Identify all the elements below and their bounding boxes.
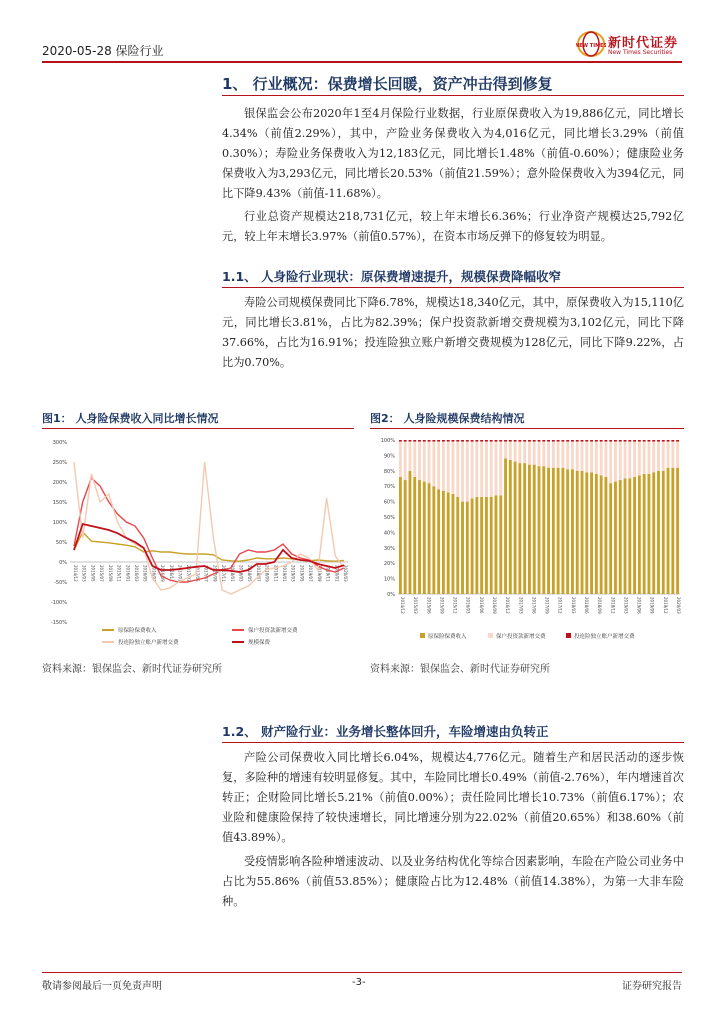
stacked-bar-segment (399, 440, 402, 442)
legend-label: 保户投资款新增交费 (248, 628, 298, 634)
x-tick-label: 2017/07 (203, 565, 209, 582)
x-tick-label: 2018/03 (238, 565, 244, 582)
stacked-bar-segment (485, 442, 488, 497)
y-tick-label: 150% (52, 500, 67, 506)
stacked-bar-segment (652, 472, 655, 594)
y-tick-label: -50% (54, 580, 67, 586)
company-logo (576, 30, 696, 60)
stacked-bar-segment (600, 440, 603, 442)
figure-2-title: 图2： 人身险规模保费结构情况 (370, 412, 525, 425)
stacked-bar-segment (475, 440, 478, 442)
stacked-bar-segment (452, 442, 455, 494)
stacked-bar-segment (547, 440, 550, 442)
stacked-bar-segment (557, 442, 560, 468)
stacked-bar-segment (676, 468, 679, 594)
stacked-bar-segment (409, 440, 412, 442)
stacked-bar-segment (547, 442, 550, 468)
stacked-bar-segment (528, 465, 531, 594)
stacked-bar-segment (447, 440, 450, 442)
y-tick-label: 100% (52, 520, 67, 526)
logo-mark-text: NEW TIMES (576, 43, 606, 49)
x-tick-label: 2017/09 (544, 597, 550, 614)
stacked-bar-segment (456, 442, 459, 497)
stacked-bar-segment (628, 440, 631, 442)
x-tick-label: 2019/09 (649, 597, 655, 614)
stacked-bar-segment (456, 497, 459, 594)
stacked-bar-segment (667, 442, 670, 468)
stacked-bar-segment (676, 442, 679, 468)
logo-cn: 新时代证券 (608, 36, 679, 51)
stacked-bar-segment (447, 492, 450, 594)
stacked-bar-segment (576, 471, 579, 594)
stacked-bar-segment (404, 480, 407, 594)
stacked-bar-segment (518, 440, 521, 442)
legend-label: 投连险独立账户新增交费 (118, 640, 179, 646)
x-tick-label: 2017/09 (212, 565, 218, 582)
stacked-bar-segment (404, 440, 407, 442)
stacked-bar-segment (619, 440, 622, 442)
stacked-bar-segment (509, 442, 512, 460)
y-tick-label: 0% (59, 560, 67, 566)
stacked-bar-segment (404, 442, 407, 481)
stacked-bar-segment (595, 442, 598, 474)
stacked-bar-segment (566, 440, 569, 442)
stacked-bar-segment (633, 442, 636, 477)
stacked-bar-segment (624, 479, 627, 595)
stacked-bar-segment (432, 440, 435, 442)
x-tick-label: 2019/03 (290, 565, 296, 582)
x-tick-label: 2017/06 (531, 597, 537, 614)
legend-label: 投连险独立账户新增交费 (574, 634, 635, 640)
stacked-bar-segment (619, 442, 622, 481)
stacked-bar-segment (499, 440, 502, 442)
stacked-bar-segment (523, 463, 526, 594)
x-tick-label: 2019/07 (308, 565, 314, 582)
y-tick-label: 80% (383, 468, 395, 475)
stacked-bar-segment (461, 502, 464, 594)
stacked-bar-segment (442, 442, 445, 491)
legend-label: 保户投资款新增交费 (496, 634, 546, 640)
stacked-bar-segment (423, 482, 426, 594)
stacked-bar-segment (533, 442, 536, 465)
x-tick-label: 2017/03 (518, 597, 524, 614)
stacked-bar-segment (576, 442, 579, 471)
stacked-bar-segment (571, 469, 574, 594)
x-tick-label: 2018/07 (255, 565, 261, 582)
stacked-bar-segment (657, 442, 660, 471)
figure-1-chart (42, 432, 354, 650)
legend-swatch (488, 633, 493, 638)
y-tick-label: 20% (383, 561, 395, 568)
stacked-bar-segment (643, 474, 646, 594)
stacked-bar-segment (638, 475, 641, 594)
x-tick-label: 2015/07 (99, 565, 105, 582)
stacked-bar-segment (585, 440, 588, 442)
stacked-bar-segment (671, 468, 674, 594)
stacked-bar-segment (628, 442, 631, 479)
x-tick-label: 2014/12 (73, 565, 78, 582)
x-tick-label: 2018/01 (229, 565, 235, 582)
stacked-bar-segment (399, 442, 402, 477)
x-tick-label: 2016/07 (151, 565, 157, 582)
stacked-bar-segment (628, 479, 631, 595)
stacked-bar-segment (647, 442, 650, 474)
stacked-bar-segment (442, 440, 445, 442)
stacked-bar-segment (485, 497, 488, 594)
stacked-bar-segment (609, 440, 612, 442)
stacked-bar-segment (418, 440, 421, 442)
stacked-bar-segment (657, 440, 660, 442)
stacked-bar-segment (413, 442, 416, 477)
stacked-bar-segment (509, 440, 512, 442)
y-tick-label: -150% (50, 620, 67, 626)
stacked-bar-segment (595, 440, 598, 442)
stacked-bar-segment (609, 483, 612, 594)
y-tick-label: 30% (383, 545, 395, 552)
stacked-bar-segment (409, 471, 412, 594)
stacked-bar-segment (518, 463, 521, 594)
stacked-bar-segment (514, 462, 517, 594)
x-tick-label: 2017/01 (177, 565, 183, 582)
section-1-paragraph-2: 行业总资产规模达218,731亿元，较上年末增长6.36%；行业净资产规模达25,792亿元，较上年末增长3.97%（前值0.57%），在资本市场反弹下的修复较为明显。 (222, 210, 684, 243)
stacked-bar-segment (504, 458, 507, 594)
stacked-bar-segment (643, 442, 646, 474)
section-1-title: 1、 行业概况：保费增长回暖，资产冲击得到修复 (222, 75, 553, 93)
x-tick-label: 2016/05 (142, 565, 148, 582)
stacked-bar-segment (581, 440, 584, 442)
stacked-bar-segment (528, 440, 531, 442)
stacked-bar-segment (609, 442, 612, 484)
stacked-bar-segment (504, 440, 507, 442)
y-tick-label: 90% (383, 453, 395, 460)
x-tick-label: 2016/03 (133, 565, 139, 582)
stacked-bar-segment (552, 442, 555, 468)
x-tick-label: 2016/01 (125, 565, 131, 582)
y-tick-label: 50% (55, 540, 67, 546)
section-1-1-rule (222, 287, 684, 288)
stacked-bar-segment (619, 480, 622, 594)
stacked-bar-segment (499, 495, 502, 594)
stacked-bar-segment (542, 440, 545, 442)
stacked-bar-segment (399, 477, 402, 594)
stacked-bar-segment (561, 440, 564, 442)
stacked-bar-segment (547, 468, 550, 594)
stacked-bar-segment (538, 440, 541, 442)
figure-1-title: 图1： 人身险保费收入同比增长情况 (42, 412, 219, 425)
stacked-bar-segment (490, 497, 493, 594)
stacked-bar-segment (490, 442, 493, 497)
x-tick-label: 2015/03 (413, 597, 419, 614)
stacked-bar-segment (633, 477, 636, 594)
figure-2-chart (370, 432, 684, 650)
stacked-bar-segment (514, 442, 517, 462)
x-tick-label: 2018/09 (264, 565, 270, 582)
stacked-bar-segment (571, 440, 574, 442)
y-tick-label: 0% (387, 592, 395, 598)
section-1-2-title: 1.2、 财产险行业：业务增长整体回升，车险增速由负转正 (222, 724, 549, 739)
x-tick-label: 2019/03 (623, 597, 629, 614)
stacked-bar-segment (652, 442, 655, 473)
legend-swatch (566, 633, 571, 638)
stacked-bar-segment (466, 442, 469, 502)
x-tick-label: 2018/03 (570, 597, 576, 614)
stacked-bar-segment (643, 440, 646, 442)
stacked-bar-segment (667, 468, 670, 594)
stacked-bar-segment (561, 442, 564, 468)
stacked-bar-segment (662, 471, 665, 594)
x-tick-label: 2018/05 (247, 565, 253, 582)
section-1-1-paragraph: 寿险公司规模保费同比下降6.78%，规模达18,340亿元，其中，原保费收入为15,110亿元，同比增长3.81%，占比为82.39%；保户投资款新增交费规模为3,102亿元，同比下降37.66%，占比为16.91%；投连险独立账户新增交费规模为128亿元，同比下降9.22%，占比为0.70%。 (222, 296, 684, 369)
stacked-bar-segment (624, 440, 627, 442)
x-tick-label: 2018/06 (584, 597, 589, 614)
y-tick-label: 70% (383, 484, 395, 491)
stacked-bar-segment (552, 440, 555, 442)
stacked-bar-segment (604, 440, 607, 442)
stacked-bar-segment (504, 442, 507, 459)
stacked-bar-segment (595, 474, 598, 594)
stacked-bar-segment (437, 442, 440, 490)
stacked-bar-segment (604, 442, 607, 477)
stacked-bar-segment (566, 469, 569, 594)
stacked-bar-segment (600, 475, 603, 594)
stacked-bar-segment (600, 442, 603, 476)
stacked-bar-segment (461, 440, 464, 442)
stacked-bar-segment (428, 440, 431, 442)
stacked-bar-segment (495, 440, 498, 442)
stacked-bar-segment (571, 442, 574, 470)
x-tick-label: 2020/01 (334, 565, 340, 582)
x-tick-label: 2016/06 (478, 597, 484, 614)
stacked-bar-segment (581, 471, 584, 594)
y-tick-label: 10% (383, 576, 395, 583)
y-tick-label: 250% (52, 460, 67, 466)
x-tick-label: 2016/09 (160, 565, 166, 582)
stacked-bar-segment (480, 440, 483, 442)
x-tick-label: 2016/03 (465, 597, 471, 614)
stacked-bar-segment (624, 442, 627, 479)
stacked-bar-segment (647, 474, 650, 594)
figure-1-rule (42, 428, 354, 429)
footer-report-type: 证券研究报告 (622, 981, 682, 992)
x-tick-label: 2015/03 (81, 565, 87, 582)
stacked-bar-segment (452, 494, 455, 594)
x-tick-label: 2019/09 (316, 565, 322, 582)
x-tick-label: 2014/12 (400, 597, 405, 614)
x-tick-label: 2019/12 (662, 597, 668, 614)
legend-label: 原保险保费收入 (428, 634, 467, 640)
series-line (74, 532, 344, 561)
stacked-bar-segment (676, 440, 679, 442)
x-tick-label: 2019/01 (282, 565, 288, 582)
x-tick-label: 2018/11 (273, 565, 279, 582)
stacked-bar-segment (614, 482, 617, 594)
section-1-1-title: 1.1、 人身险行业现状：原保费增速提升，规模保费降幅收窄 (222, 269, 561, 284)
stacked-bar-segment (485, 440, 488, 442)
x-tick-label: 2015/11 (116, 565, 122, 582)
header-divider (42, 61, 682, 63)
x-tick-label: 2018/09 (597, 597, 603, 614)
stacked-bar-segment (614, 440, 617, 442)
stacked-bar-segment (528, 442, 531, 465)
section-1-2-paragraph-2: 受疫情影响各险种增速波动、以及业务结构优化等综合因素影响，车险在产险公司业务中占比为55.86%（前值53.85%）；健康险占比为12.48%（前值14.38%），为第一大非车险种。 (222, 855, 684, 908)
stacked-bar-segment (499, 442, 502, 496)
stacked-bar-segment (418, 442, 421, 481)
stacked-bar-segment (538, 466, 541, 594)
section-1-rule (222, 95, 684, 96)
stacked-bar-segment (432, 486, 435, 594)
x-tick-label: 2017/05 (194, 565, 200, 582)
stacked-bar-segment (409, 442, 412, 471)
x-tick-label: 2019/11 (325, 565, 331, 582)
stacked-bar-segment (480, 442, 483, 497)
stacked-bar-segment (437, 489, 440, 594)
stacked-bar-segment (533, 440, 536, 442)
stacked-bar-segment (514, 440, 517, 442)
stacked-bar-segment (538, 442, 541, 467)
stacked-bar-segment (638, 442, 641, 476)
stacked-bar-segment (657, 471, 660, 594)
stacked-bar-segment (671, 440, 674, 442)
stacked-bar-segment (480, 497, 483, 594)
y-tick-label: 200% (52, 480, 67, 486)
stacked-bar-segment (461, 442, 464, 502)
stacked-bar-segment (614, 442, 617, 482)
footer-disclaimer: 敬请参阅最后一页免责声明 (42, 981, 162, 992)
y-tick-label: 100% (380, 438, 395, 444)
x-tick-label: 2017/12 (557, 597, 563, 614)
stacked-bar-segment (413, 440, 416, 442)
stacked-bar-segment (466, 502, 469, 594)
section-1-2-rule (222, 742, 684, 743)
stacked-bar-segment (604, 477, 607, 594)
x-tick-label: 2017/11 (221, 565, 227, 582)
stacked-bar-segment (428, 442, 431, 484)
figure-2-source: 资料来源：银保监会、新时代证券研究所 (370, 664, 550, 675)
stacked-bar-segment (423, 442, 426, 482)
stacked-bar-segment (585, 442, 588, 473)
stacked-bar-segment (437, 440, 440, 442)
stacked-bar-segment (662, 440, 665, 442)
y-tick-label: -100% (50, 600, 67, 606)
stacked-bar-segment (581, 442, 584, 471)
stacked-bar-segment (576, 440, 579, 442)
stacked-bar-segment (566, 442, 569, 470)
stacked-bar-segment (413, 477, 416, 594)
stacked-bar-segment (557, 468, 560, 594)
stacked-bar-segment (452, 440, 455, 442)
stacked-bar-segment (542, 466, 545, 594)
stacked-bar-segment (518, 442, 521, 464)
stacked-bar-segment (647, 440, 650, 442)
stacked-bar-segment (442, 491, 445, 594)
x-tick-label: 2016/09 (492, 597, 497, 614)
x-tick-label: 2015/05 (90, 565, 96, 582)
stacked-bar-segment (456, 440, 459, 442)
stacked-bar-segment (475, 442, 478, 497)
stacked-bar-segment (671, 442, 674, 468)
header-date-section: 2020-05-28 保险行业 (42, 44, 164, 58)
stacked-bar-segment (590, 472, 593, 594)
figure-1-source: 资料来源：银保监会、新时代证券研究所 (42, 664, 222, 675)
stacked-bar-segment (432, 442, 435, 487)
y-tick-label: 40% (383, 530, 395, 537)
legend-label: 原保险保费收入 (118, 628, 157, 634)
x-tick-label: 2015/12 (452, 597, 458, 614)
x-tick-label: 2019/05 (299, 565, 305, 582)
stacked-bar-segment (418, 480, 421, 594)
stacked-bar-segment (585, 472, 588, 594)
stacked-bar-segment (428, 483, 431, 594)
x-tick-label: 2016/12 (505, 597, 511, 614)
stacked-bar-segment (447, 442, 450, 493)
logo-en: New Times Securities (608, 49, 673, 56)
footer-divider (42, 972, 682, 973)
stacked-bar-segment (509, 460, 512, 594)
section-1-paragraph-1: 银保监会公布2020年1至4月保险行业数据，行业原保费收入为19,886亿元，同比增长4.34%（前值2.29%），其中，产险业务保费收入为4,016亿元，同比增长3.29%（前值0.30%）；寿险业务保费收入为12,183亿元，同比增长1.48%（前值-0.60%）；健康险业务保费收入为3,293亿元，同比增长20.53%（前值21.59%）；意外险保费收入为394亿元，同比下降9.43%（前值-11.68%）。 (222, 107, 684, 200)
stacked-bar-segment (557, 440, 560, 442)
stacked-bar-segment (471, 499, 474, 594)
stacked-bar-segment (471, 442, 474, 499)
x-tick-label: 2015/09 (439, 597, 445, 614)
x-tick-label: 2020/03 (676, 597, 681, 614)
x-tick-label: 2019/06 (636, 597, 642, 614)
stacked-bar-segment (471, 440, 474, 442)
x-tick-label: 2017/03 (186, 565, 192, 582)
stacked-bar-segment (561, 468, 564, 594)
stacked-bar-segment (590, 442, 593, 473)
stacked-bar-segment (542, 442, 545, 467)
figure-2-rule (370, 428, 684, 429)
x-tick-label: 2018/12 (610, 597, 616, 614)
x-tick-label: 2016/11 (168, 565, 174, 582)
stacked-bar-segment (466, 440, 469, 442)
stacked-bar-segment (495, 442, 498, 496)
stacked-bar-segment (490, 440, 493, 442)
stacked-bar-segment (552, 468, 555, 594)
stacked-bar-segment (652, 440, 655, 442)
y-tick-label: 50% (383, 515, 395, 521)
footer-page-number: -3- (352, 977, 366, 988)
stacked-bar-segment (475, 497, 478, 594)
x-tick-label: 2020/03 (343, 565, 348, 582)
stacked-bar-segment (523, 442, 526, 464)
x-tick-label: 2015/06 (426, 597, 432, 614)
stacked-bar-segment (667, 440, 670, 442)
stacked-bar-segment (423, 440, 426, 442)
x-tick-label: 2015/09 (107, 565, 113, 582)
section-1-2-paragraph-1: 产险公司保费收入同比增长6.04%，规模达4,776亿元。随着生产和居民活动的逐步恢复，多险种的增速有较明显修复。其中，车险同比增长0.49%（前值-2.76%），年内增速首次转正；企财险同比增长5.21%（前值0.00%）；责任险同比增长10.73%（前值6.17%）；农业险和健康险保持了较快速增长，同比增速分别为22.02%（前值20.65%）和38.60%（前值43.89%）。 (222, 751, 684, 844)
legend-swatch (420, 633, 425, 638)
stacked-bar-segment (590, 440, 593, 442)
y-tick-label: 300% (52, 440, 67, 446)
stacked-bar-segment (662, 442, 665, 471)
legend-label: 规模保费 (248, 640, 271, 646)
y-tick-label: 60% (383, 499, 395, 506)
logo-mark-icon (576, 30, 606, 58)
stacked-bar-segment (633, 440, 636, 442)
stacked-bar-segment (638, 440, 641, 442)
stacked-bar-segment (533, 465, 536, 594)
stacked-bar-segment (523, 440, 526, 442)
stacked-bar-segment (495, 495, 498, 594)
